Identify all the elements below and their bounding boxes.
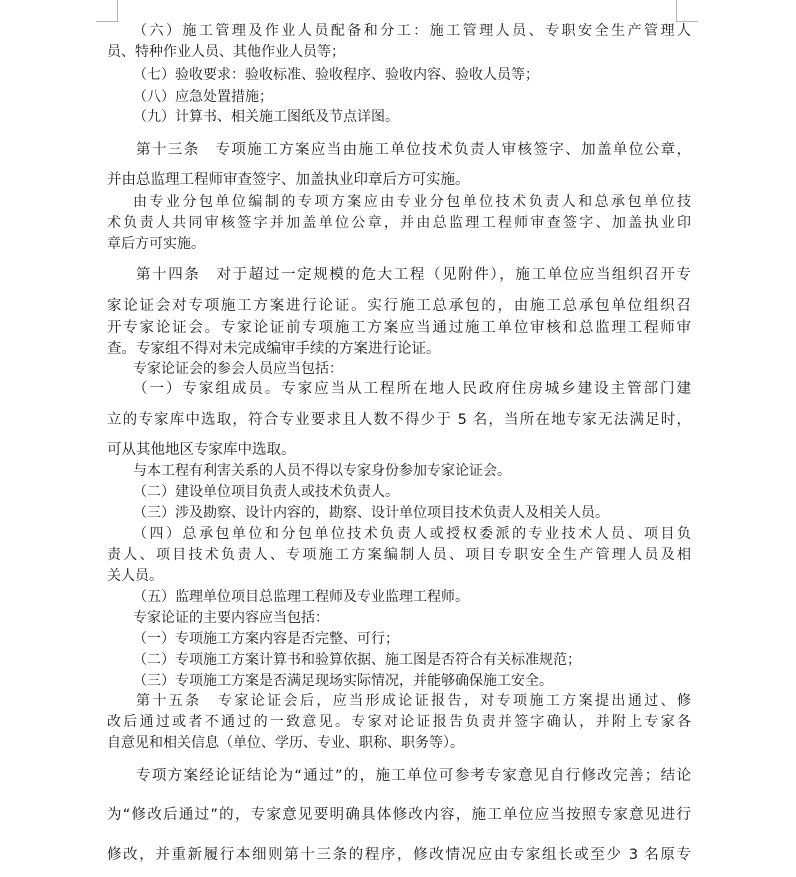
crop-mark-left-horizontal (96, 21, 118, 22)
text-line: 开专家论证会。专家论证前专项施工方案应当通过施工单位审核和总监理工程师审 (107, 320, 691, 336)
text-line: 专家论证会的参会人员应当包括： (133, 361, 343, 377)
text-line: 由专业分包单位编制的专项方案应由专业分包单位技术负责人和总承包单位技 (133, 194, 691, 210)
text-line: 并由总监理工程师审查签字、加盖执业印章后方可实施。 (107, 172, 470, 188)
text-line: 可从其他地区专家库中选取。 (107, 442, 296, 458)
text-line: 查。专家组不得对未完成编审手续的方案进行论证。 (107, 341, 441, 357)
text-line: 责人、项目技术负责人、专项施工方案编制人员、项目专职安全生产管理人员及相 (107, 547, 691, 563)
text-line: 第十四条 对于超过一定规模的危大工程（见附件），施工单位应当组织召开专 (136, 267, 691, 283)
text-line: 为“修改后通过”的，专家意见要明确具体修改内容，施工单位应当按照专家意见进行 (107, 807, 691, 823)
crop-mark-left-vertical (117, 0, 118, 22)
crop-mark-right-vertical (676, 0, 677, 22)
text-line: （二）专项施工方案计算书和验算依据、施工图是否符合有关标准规范； (133, 652, 581, 668)
text-line: 关人员。 (107, 568, 163, 584)
text-line: （一）专家组成员。专家应当从工程所在地人民政府住房城乡建设主管部门建 (133, 381, 691, 397)
text-line: （七）验收要求：验收标准、验收程序、验收内容、验收人员等； (133, 67, 539, 83)
text-line: （一）专项施工方案内容是否完整、可行； (133, 631, 399, 647)
text-line: 章后方可实施。 (107, 236, 205, 252)
text-line: （四）总承包单位和分包单位技术负责人或授权委派的专业技术人员、项目负 (133, 526, 691, 542)
text-line: （六）施工管理及作业人员配备和分工：施工管理人员、专职安全生产管理人 (133, 23, 691, 39)
text-line: 修改，并重新履行本细则第十三条的程序，修改情况应由专家组长或至少 3 名原专 (107, 847, 691, 863)
text-line: （三）专项施工方案是否满足现场实际情况，并能够确保施工安全。 (133, 673, 553, 689)
text-line: 第十三条 专项施工方案应当由施工单位技术负责人审核签字、加盖单位公章， (136, 142, 691, 158)
text-line: 员、特种作业人员、其他作业人员等； (107, 44, 345, 60)
text-line: 第十五条 专家论证会后，应当形成论证报告，对专项施工方案提出通过、修 (136, 693, 691, 709)
text-line: 术负责人共同审核签字并加盖单位公章，并由总监理工程师审查签字、加盖执业印 (107, 215, 691, 231)
text-line: （二）建设单位项目负责人或技术负责人。 (133, 484, 399, 500)
text-line: 自意见和相关信息（单位、学历、专业、职称、职务等）。 (107, 735, 464, 751)
text-line: （五）监理单位项目总监理工程师及专业监理工程师。 (133, 589, 469, 605)
text-line: （九）计算书、相关施工图纸及节点详图。 (133, 109, 399, 125)
text-line: 改后通过或者不通过的一致意见。专家对论证报告负责并签字确认，并附上专家各 (107, 714, 691, 730)
text-line: （三）涉及勘察、设计内容的，勘察、设计单位项目技术负责人及相关人员。 (133, 505, 609, 521)
text-line: 家论证会对专项施工方案进行论证。实行施工总承包的，由施工总承包单位组织召 (107, 298, 691, 314)
text-line: 专家论证的主要内容应当包括： (133, 610, 329, 626)
text-line: 与本工程有利害关系的人员不得以专家身份参加专家论证会。 (133, 463, 511, 479)
text-line: 立的专家库中选取，符合专业要求且人数不得少于 5 名，当所在地专家无法满足时， (107, 412, 691, 428)
text-line: 专项方案经论证结论为“通过”的，施工单位可参考专家意见自行修改完善；结论 (136, 768, 691, 784)
text-line: （八）应急处置措施； (133, 89, 273, 105)
